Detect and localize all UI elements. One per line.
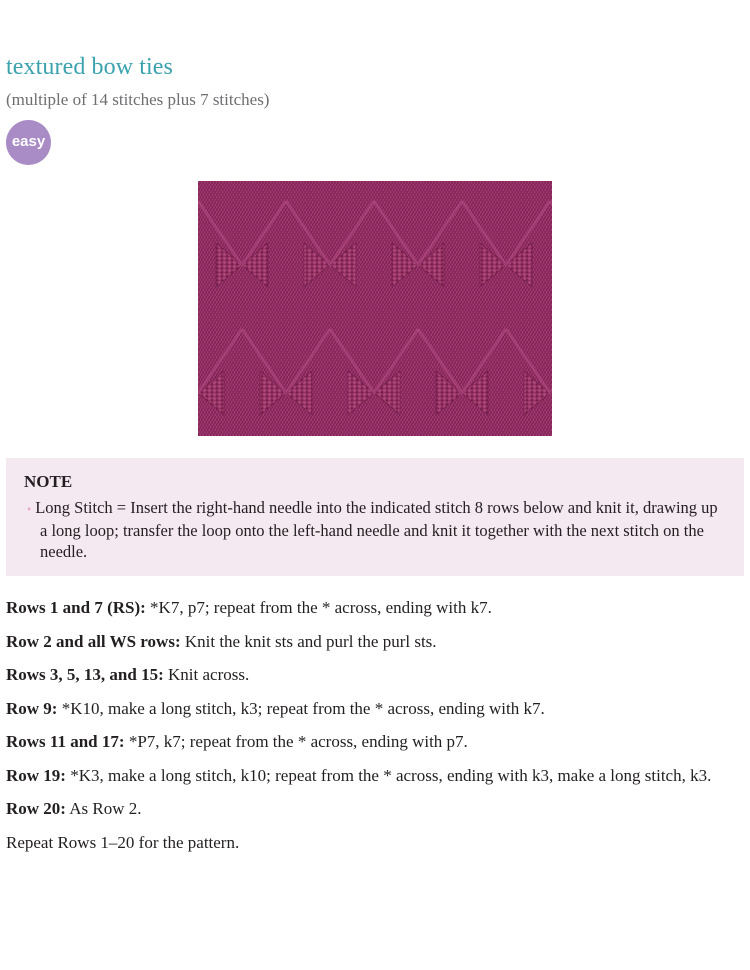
instruction-row: [6, 698, 744, 720]
row-text: *P7, k7; repeat from the * across, ending with p7.: [124, 732, 468, 751]
row-text: As Row 2.: [65, 799, 142, 818]
instruction-row: [6, 664, 744, 686]
row-text: *K7, p7; repeat from the * across, ending with k7.: [145, 598, 492, 617]
instructions-list: [6, 597, 744, 865]
row-text: Knit across.: [163, 665, 250, 684]
instruction-row: [6, 832, 744, 854]
bullet-icon: •: [27, 502, 32, 516]
note-item-text: Long Stitch = Insert the right-hand needle into the indicated stitch 8 rows below and knit it, drawing up a long loop; transfer the loop onto the left-hand needle and knit it together with the next stitch on the needle.: [35, 498, 718, 561]
row-label: Row 2 and all WS rows:: [6, 631, 181, 651]
instruction-row: [6, 798, 744, 820]
row-label: Row 9:: [6, 698, 58, 718]
row-label: Row 19:: [6, 765, 66, 785]
row-text: *K10, make a long stitch, k3; repeat from the * across, ending with k7.: [57, 698, 545, 718]
note-item: [24, 497, 726, 562]
instruction-row: [6, 731, 744, 753]
skill-level-badge: [6, 120, 51, 165]
note-heading: NOTE: [24, 472, 73, 491]
swatch-texture: [198, 181, 552, 436]
row-label: Rows 11 and 17:: [6, 732, 125, 751]
row-label: Rows 3, 5, 13, and 15:: [6, 665, 164, 684]
row-text: *K3, make a long stitch, k10; repeat from the * across, ending with k3, make a long stitch, k3.: [65, 765, 712, 785]
instruction-row: [6, 597, 744, 619]
skill-level-label: easy: [11, 132, 46, 150]
instruction-row: [6, 631, 744, 653]
note-box: [6, 458, 744, 576]
row-text: Knit the knit sts and purl the purl sts.: [180, 631, 437, 651]
row-label: Rows 1 and 7 (RS):: [6, 598, 146, 617]
row-text: Repeat Rows 1–20 for the pattern.: [6, 832, 240, 852]
row-label: Row 20:: [6, 799, 66, 818]
pattern-title: textured bow ties: [6, 54, 173, 80]
instruction-row: [6, 765, 744, 787]
stitch-multiple-subtitle: (multiple of 14 stitches plus 7 stitches): [6, 90, 270, 109]
knitted-swatch-photo: [198, 181, 552, 436]
